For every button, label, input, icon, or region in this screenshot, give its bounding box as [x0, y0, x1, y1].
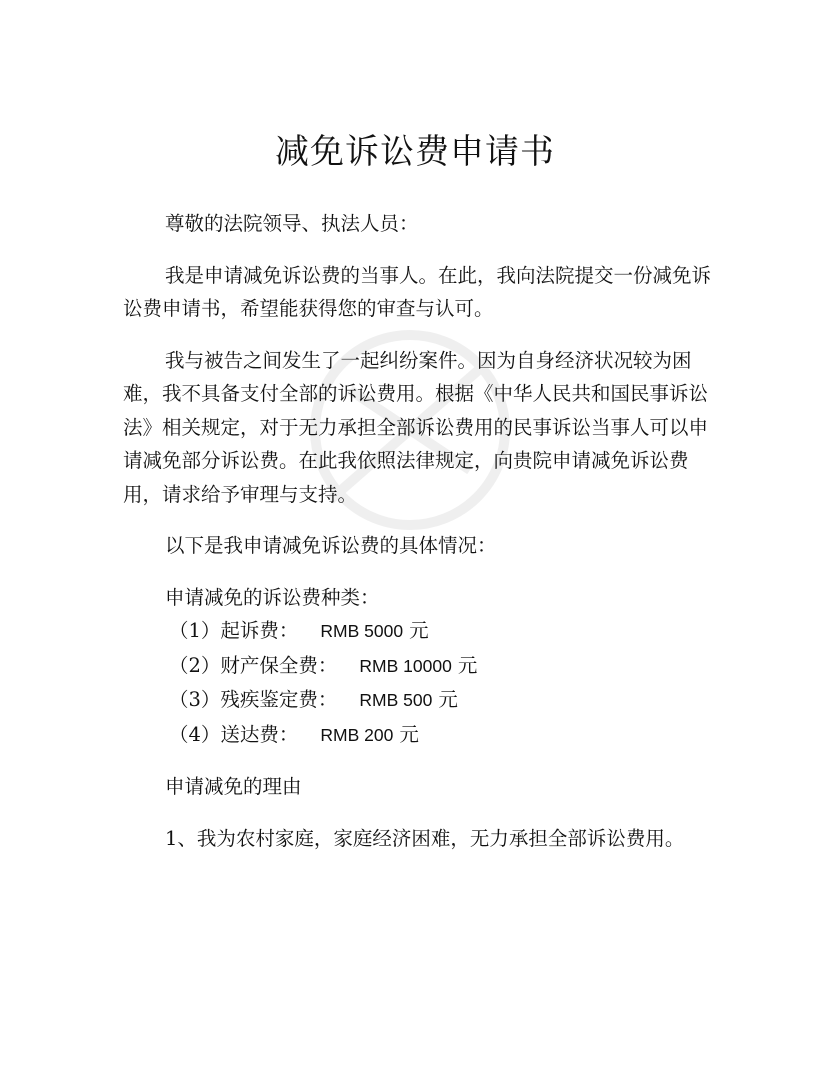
fee-unit: 元: [399, 722, 419, 746]
fee-amount: RMB 5000: [320, 621, 404, 641]
salutation: 尊敬的法院领导、执法人员：: [165, 212, 419, 235]
fee-item: [123, 718, 715, 753]
fee-types-heading: 申请减免的诉讼费种类：: [165, 585, 380, 609]
fee-amount: RMB 10000: [359, 655, 452, 676]
document-title: 减免诉讼费申请书: [275, 132, 555, 172]
fee-unit: 元: [457, 653, 478, 677]
details-intro: 以下是我申请减免诉讼费的具体情况：: [165, 534, 497, 557]
fee-unit: 元: [438, 688, 458, 711]
fee-label: （4）送达费：: [169, 722, 299, 746]
fee-amount: RMB 500: [359, 690, 433, 710]
fee-amount: RMB 200: [320, 724, 394, 745]
reason-item: 1、我为农村家庭，家庭经济困难，无力承担全部诉讼费用。: [165, 826, 685, 850]
fee-item: [123, 683, 715, 718]
fee-label: （1）起诉费：: [169, 619, 299, 642]
fee-item: [123, 614, 715, 649]
paragraph-case: 我与被告之间发生了一起纠纷案件。因为自身经济状况较为困难，我不具备支付全部的诉讼费用。根据《中华人民共和国民事诉讼法》相关规定，对于无力承担全部诉讼费用的民事诉讼当事人可以申请减免部分诉讼费。在此我依照法律规定，向贵院申请减免诉讼费用，请求给予审理与支持。: [123, 348, 709, 506]
fee-label: （2）财产保全费：: [169, 653, 338, 677]
fee-item: [123, 649, 715, 684]
paragraph-intro: 我是申请减免诉讼费的当事人。在此，我向法院提交一份减免诉讼费申请书，希望能获得您的审查与认可。: [123, 263, 712, 320]
document-body: [123, 207, 715, 855]
fee-label: （3）残疾鉴定费：: [169, 688, 338, 711]
fee-unit: 元: [409, 619, 429, 642]
reasons-heading: 申请减免的理由: [165, 775, 302, 798]
